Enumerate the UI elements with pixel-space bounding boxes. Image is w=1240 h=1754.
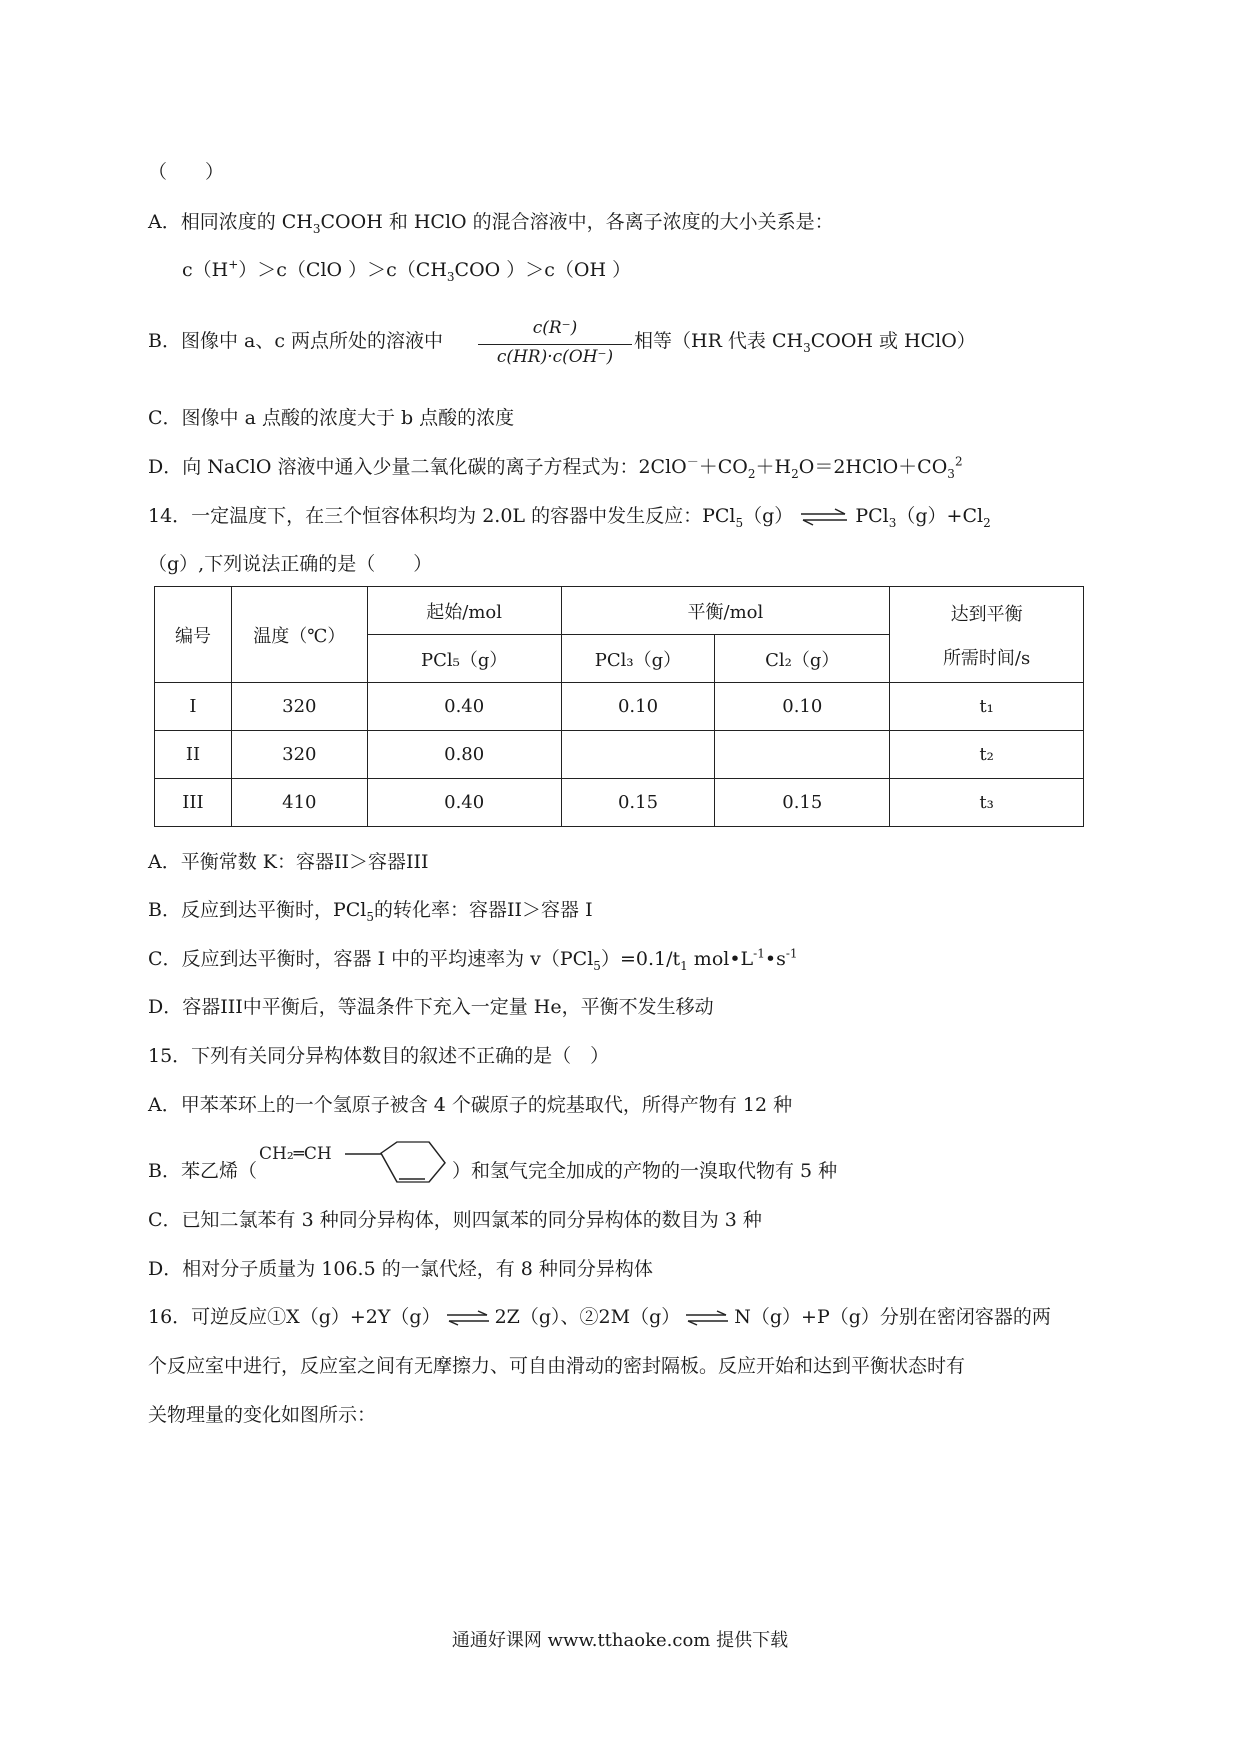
equilibrium-arrow-icon [445,1310,491,1326]
table-row: I 320 0.40 0.10 0.10 t₁ [155,683,1084,731]
styrene-label: CH₂═CH [259,1144,332,1164]
q13-option-b-pre: B．图像中 a、c 两点所处的溶液中 [148,330,444,352]
q14-stem-line2: （g）,下列说法正确的是（ ） [148,553,433,575]
q14-option-b: B．反应到达平衡时，PCl$_5$的转化率：容器II＞容器 I [148,899,593,924]
q14-stem-line1: 14．一定温度下，在三个恒容体积均为 2.0L 的容器中发生反应：PCl$_5$（g） $PCl_3(g)+Cl_2$ [148,505,991,530]
q13-option-c: C．图像中 a 点酸的浓度大于 b 点酸的浓度 [148,407,515,429]
page-footer: 通通好课网 www.tthaoke.com 提供下载 [451,1630,789,1651]
q13-paren: （ ） [148,161,225,183]
sub-pcl5: PCl₅（g） [367,635,561,683]
q13-option-d: D．向 NaClO 溶液中通入少量二氧化碳的离子方程式为：$2ClO^-+CO_2+H_2O=2HClO+CO_3^2$ [148,454,963,481]
q14-data-table [154,586,1084,827]
q13-option-a-line2: c（H+）＞c（ClO ）$>c(CH_3COO$ ）＞c（OH ） [182,257,632,284]
sub-pcl3: PCl₃（g） [561,635,715,683]
header-eq: 平衡/mol [561,587,890,635]
q15-option-b-pre: B．苯乙烯（ [148,1160,257,1182]
table-header-row [155,587,1084,635]
fraction-denominator: c(HR)·c(OH⁻) [496,347,614,367]
table-row: III 410 0.40 0.15 0.15 t₃ [155,779,1084,827]
q15-stem: 15．下列有关同分异构体数目的叙述不正确的是（ ） [148,1045,610,1067]
header-time: 达到平衡 所需时间/s [890,587,1084,683]
q14-option-d: D．容器III中平衡后，等温条件下充入一定量 He，平衡不发生移动 [148,996,714,1018]
q13-option-b-post: 相等（HR 代表 $CH_3COOH$ 或 HClO） [634,330,976,355]
q14-option-c: C．反应到达平衡时，容器 I 中的平均速率为 $v(PCl_5)=0.1/t_1$ $mol•L^{-1}•s^{-1}$ [148,946,798,973]
header-start: 起始/mol [367,587,561,635]
table-row: II 320 0.80 t₂ [155,731,1084,779]
q13-option-a-line1: A．相同浓度的 $CH_3COOH$ 和 HClO 的混合溶液中，各离子浓度的大小关系是： [148,211,834,236]
header-no: 编号 [155,587,232,683]
q15-option-d: D．相对分子质量为 106.5 的一氯代烃，有 8 种同分异构体 [148,1258,653,1280]
equilibrium-arrow-icon [799,508,849,526]
equilibrium-arrow-icon [684,1310,730,1326]
header-temp: 温度（℃） [231,587,367,683]
q13-fraction [478,318,632,367]
styrene-structure [259,1136,459,1194]
q16-line3: 关物理量的变化如图所示： [148,1404,377,1426]
sub-cl2: Cl₂（g） [715,635,890,683]
q16-line2: 个反应室中进行，反应室之间有无摩擦力、可自由滑动的密封隔板。反应开始和达到平衡状态时有 [148,1355,966,1377]
q14-option-a: A．平衡常数 K：容器II＞容器III [148,851,429,873]
q15-option-b-post: ）和氢气完全加成的产物的一溴取代物有 5 种 [452,1160,838,1182]
q15-option-a: A．甲苯苯环上的一个氢原子被含 4 个碳原子的烷基取代，所得产物有 12 种 [148,1094,793,1116]
q15-option-c: C．已知二氯苯有 3 种同分异构体，则四氯苯的同分异构体的数目为 3 种 [148,1209,762,1231]
fraction-numerator: c(R⁻) [532,318,578,338]
q16-line1: 16．可逆反应①X（g）+2Y（g） 2Z（g）、②2M（g） N（g）+P（g）分别在密闭容器的两 [148,1306,1051,1328]
